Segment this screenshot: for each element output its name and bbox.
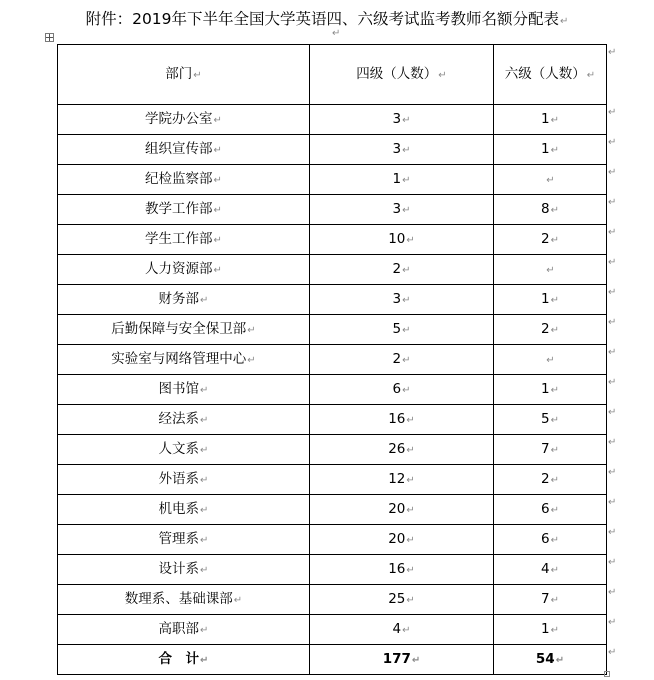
cell-cet4[interactable] <box>310 315 494 345</box>
cell-value-department: 设计系 <box>158 560 200 577</box>
cell-cet4[interactable] <box>310 135 494 165</box>
cell-end-mark-icon: ↵ <box>550 204 559 216</box>
cell-value-cet6: 1 <box>541 140 550 157</box>
cell-end-mark-icon: ↵ <box>406 534 415 546</box>
cell-value-cet4: 2 <box>392 350 402 367</box>
cell-department[interactable] <box>58 585 310 615</box>
cell-value-cet6: 2 <box>541 230 550 247</box>
cell-end-mark-icon: ↵ <box>200 294 209 306</box>
cell-cet6[interactable] <box>494 345 607 375</box>
cell-value-department: 管理系 <box>158 530 200 547</box>
cell-end-mark-icon: ↵ <box>438 69 447 81</box>
cell-end-mark-icon: ↵ <box>550 384 559 396</box>
cell-cet6[interactable] <box>494 195 607 225</box>
cell-department[interactable] <box>58 105 310 135</box>
cell-value-cet6: 1 <box>541 620 550 637</box>
cell-end-mark-icon: ↵ <box>402 264 411 276</box>
cell-value-cet4: 1 <box>392 170 402 187</box>
cell-cet6[interactable] <box>494 105 607 135</box>
table-row <box>58 225 607 255</box>
cell-end-mark-icon: ↵ <box>555 654 565 666</box>
cell-value-department: 学院办公室 <box>145 110 213 127</box>
cell-end-mark-icon: ↵ <box>200 384 209 396</box>
cell-cet4[interactable] <box>310 525 494 555</box>
total-cet4-value: 177 <box>382 650 411 667</box>
cell-total-cet6[interactable] <box>494 645 607 675</box>
cell-end-mark-icon: ↵ <box>193 69 202 81</box>
table-move-handle-icon[interactable] <box>45 33 54 42</box>
total-cet6-value: 54 <box>535 650 555 667</box>
table-row <box>58 345 607 375</box>
cell-end-mark-icon: ↵ <box>213 144 222 156</box>
cell-end-mark-icon: ↵ <box>213 114 222 126</box>
cell-cet6[interactable] <box>494 285 607 315</box>
cell-end-mark-icon: ↵ <box>406 594 415 606</box>
row-end-mark-icon: ↵ <box>608 346 617 358</box>
table-row <box>58 195 607 225</box>
cell-end-mark-icon: ↵ <box>402 354 411 366</box>
cell-total-cet4[interactable] <box>310 645 494 675</box>
cell-value-department: 组织宣传部 <box>145 140 213 157</box>
cell-value-cet6: 2 <box>541 470 550 487</box>
cell-value-department: 实验室与网络管理中心 <box>111 350 247 367</box>
cell-cet4[interactable] <box>310 345 494 375</box>
cell-end-mark-icon: ↵ <box>200 534 209 546</box>
cell-value-cet6: 7 <box>541 440 550 457</box>
cell-value-cet6: 1 <box>541 110 550 127</box>
cell-end-mark-icon: ↵ <box>550 504 559 516</box>
cell-end-mark-icon: ↵ <box>550 114 559 126</box>
row-end-mark-icon: ↵ <box>608 466 617 478</box>
cell-value-department: 经法系 <box>158 410 200 427</box>
cell-department[interactable] <box>58 615 310 645</box>
cell-value-department: 财务部 <box>158 290 200 307</box>
cell-cet6[interactable] <box>494 525 607 555</box>
header-label-cet6: 六级（人数） <box>504 65 586 82</box>
row-end-mark-icon: ↵ <box>608 166 617 178</box>
cell-end-mark-icon: ↵ <box>402 624 411 636</box>
cell-value-cet6: 5 <box>541 410 550 427</box>
cell-end-mark-icon: ↵ <box>200 444 209 456</box>
cell-value-cet4: 5 <box>392 320 402 337</box>
table-row <box>58 405 607 435</box>
cell-cet6[interactable] <box>494 465 607 495</box>
cell-end-mark-icon: ↵ <box>402 174 411 186</box>
row-end-mark-icon: ↵ <box>608 256 617 268</box>
cell-cet4[interactable] <box>310 495 494 525</box>
row-end-mark-icon: ↵ <box>608 106 617 118</box>
header-cell-cet4[interactable] <box>310 45 494 105</box>
cell-department[interactable] <box>58 255 310 285</box>
row-end-mark-icon: ↵ <box>608 496 617 508</box>
cell-end-mark-icon: ↵ <box>550 324 559 336</box>
cell-value-cet4: 16 <box>388 410 406 427</box>
header-label-cet4: 四级（人数） <box>356 65 438 82</box>
total-label-value: 合 计 <box>158 650 200 667</box>
cell-cet6[interactable] <box>494 225 607 255</box>
cell-end-mark-icon: ↵ <box>406 474 415 486</box>
cell-end-mark-icon: ↵ <box>200 624 209 636</box>
cell-department[interactable] <box>58 135 310 165</box>
header-cell-department[interactable] <box>58 45 310 105</box>
cell-department[interactable] <box>58 405 310 435</box>
cell-end-mark-icon: ↵ <box>233 594 243 606</box>
cell-end-mark-icon: ↵ <box>586 69 596 81</box>
cell-value-department: 学生工作部 <box>145 230 213 247</box>
cell-end-mark-icon: ↵ <box>546 174 555 186</box>
cell-end-mark-icon: ↵ <box>213 234 222 246</box>
cell-end-mark-icon: ↵ <box>200 654 209 666</box>
cell-cet4[interactable] <box>310 285 494 315</box>
cell-department[interactable] <box>58 375 310 405</box>
cell-value-cet4: 20 <box>388 530 406 547</box>
cell-end-mark-icon: ↵ <box>550 474 559 486</box>
cell-cet6[interactable] <box>494 165 607 195</box>
cell-cet6[interactable] <box>494 435 607 465</box>
cell-value-cet4: 10 <box>388 230 406 247</box>
cell-value-cet6: 4 <box>541 560 550 577</box>
cell-value-cet6: 1 <box>541 380 550 397</box>
cell-end-mark-icon: ↵ <box>550 624 559 636</box>
cell-end-mark-icon: ↵ <box>546 354 555 366</box>
cell-cet4[interactable] <box>310 225 494 255</box>
cell-end-mark-icon: ↵ <box>402 204 411 216</box>
document-title-text: 附件：2019年下半年全国大学英语四、六级考试监考教师名额分配表 <box>85 10 560 28</box>
document-title <box>0 8 654 33</box>
row-end-mark-icon: ↵ <box>608 646 617 658</box>
cell-value-cet6: 7 <box>541 590 550 607</box>
cell-value-department: 后勤保障与安全保卫部 <box>111 320 247 337</box>
cell-cet6[interactable] <box>494 405 607 435</box>
cell-cet4[interactable] <box>310 165 494 195</box>
cell-department[interactable] <box>58 315 310 345</box>
cell-end-mark-icon: ↵ <box>406 564 415 576</box>
cell-value-department: 高职部 <box>158 620 200 637</box>
row-end-mark-icon: ↵ <box>608 316 617 328</box>
table-row <box>58 525 607 555</box>
cell-end-mark-icon: ↵ <box>247 324 256 336</box>
table-row <box>58 555 607 585</box>
header-cell-cet6[interactable] <box>494 45 607 105</box>
cell-end-mark-icon: ↵ <box>200 414 209 426</box>
table-row <box>58 315 607 345</box>
allocation-table <box>57 44 607 675</box>
cell-value-cet6: 8 <box>541 200 550 217</box>
cell-end-mark-icon: ↵ <box>406 414 415 426</box>
cell-cet4[interactable] <box>310 405 494 435</box>
table-row <box>58 105 607 135</box>
cell-end-mark-icon: ↵ <box>200 564 209 576</box>
cell-value-department: 外语系 <box>158 470 200 487</box>
row-end-mark-icon: ↵ <box>608 436 617 448</box>
cell-department[interactable] <box>58 555 310 585</box>
cell-department[interactable] <box>58 465 310 495</box>
cell-end-mark-icon: ↵ <box>213 204 222 216</box>
table-resize-handle-icon[interactable] <box>604 671 610 677</box>
cell-end-mark-icon: ↵ <box>200 474 209 486</box>
cell-cet6[interactable] <box>494 495 607 525</box>
cell-end-mark-icon: ↵ <box>550 414 559 426</box>
cell-end-mark-icon: ↵ <box>402 384 411 396</box>
cell-cet4[interactable] <box>310 615 494 645</box>
row-end-mark-icon: ↵ <box>608 406 617 418</box>
cell-cet6[interactable] <box>494 555 607 585</box>
cell-cet6[interactable] <box>494 585 607 615</box>
cell-cet4[interactable] <box>310 375 494 405</box>
table-row <box>58 135 607 165</box>
row-end-mark-icon: ↵ <box>608 556 617 568</box>
row-end-mark-icon: ↵ <box>608 196 617 208</box>
paragraph-mark-icon: ↵ <box>332 28 341 39</box>
table-header-row <box>58 45 607 105</box>
row-end-mark-icon: ↵ <box>608 586 617 598</box>
table-row <box>58 615 607 645</box>
cell-end-mark-icon: ↵ <box>406 234 415 246</box>
cell-end-mark-icon: ↵ <box>406 444 415 456</box>
cell-department[interactable] <box>58 225 310 255</box>
cell-end-mark-icon: ↵ <box>550 444 559 456</box>
cell-end-mark-icon: ↵ <box>550 594 559 606</box>
cell-cet4[interactable] <box>310 465 494 495</box>
row-end-mark-icon: ↵ <box>608 226 617 238</box>
cell-end-mark-icon: ↵ <box>411 654 421 666</box>
cell-total-label[interactable] <box>58 645 310 675</box>
cell-end-mark-icon: ↵ <box>213 174 222 186</box>
cell-end-mark-icon: ↵ <box>550 294 559 306</box>
cell-department[interactable] <box>58 495 310 525</box>
cell-department[interactable] <box>58 285 310 315</box>
cell-value-cet4: 16 <box>388 560 406 577</box>
header-label-department: 部门 <box>165 65 193 82</box>
cell-value-cet4: 6 <box>392 380 402 397</box>
cell-value-cet4: 3 <box>392 200 402 217</box>
cell-cet6[interactable] <box>494 135 607 165</box>
cell-end-mark-icon: ↵ <box>402 294 411 306</box>
cell-cet4[interactable] <box>310 255 494 285</box>
cell-department[interactable] <box>58 165 310 195</box>
cell-cet4[interactable] <box>310 195 494 225</box>
cell-cet6[interactable] <box>494 315 607 345</box>
cell-end-mark-icon: ↵ <box>200 504 209 516</box>
cell-end-mark-icon: ↵ <box>406 504 415 516</box>
row-end-mark-icon: ↵ <box>608 616 617 628</box>
cell-value-cet6: 2 <box>541 320 550 337</box>
cell-end-mark-icon: ↵ <box>550 564 559 576</box>
row-end-mark-icon: ↵ <box>608 376 617 388</box>
cell-cet4[interactable] <box>310 585 494 615</box>
cell-cet4[interactable] <box>310 105 494 135</box>
table-row <box>58 375 607 405</box>
cell-value-cet6: 1 <box>541 290 550 307</box>
cell-cet6[interactable] <box>494 255 607 285</box>
table-row <box>58 435 607 465</box>
cell-end-mark-icon: ↵ <box>402 324 411 336</box>
paragraph-mark-icon: ↵ <box>560 16 569 27</box>
cell-value-department: 机电系 <box>158 500 200 517</box>
cell-value-cet6: 6 <box>541 530 550 547</box>
cell-value-cet6: 6 <box>541 500 550 517</box>
cell-value-department: 纪检监察部 <box>145 170 213 187</box>
cell-cet6[interactable] <box>494 375 607 405</box>
cell-department[interactable] <box>58 525 310 555</box>
cell-end-mark-icon: ↵ <box>550 534 559 546</box>
cell-value-cet4: 2 <box>392 260 402 277</box>
row-end-mark-icon: ↵ <box>608 136 617 148</box>
cell-cet6[interactable] <box>494 615 607 645</box>
table-row <box>58 465 607 495</box>
table-row <box>58 285 607 315</box>
cell-cet4[interactable] <box>310 435 494 465</box>
table-total-row <box>58 645 607 675</box>
cell-value-cet4: 3 <box>392 140 402 157</box>
cell-value-cet4: 4 <box>392 620 402 637</box>
cell-value-cet4: 3 <box>392 110 402 127</box>
cell-value-department: 教学工作部 <box>145 200 213 217</box>
cell-end-mark-icon: ↵ <box>402 114 411 126</box>
row-end-mark-icon: ↵ <box>608 46 617 58</box>
cell-value-department: 数理系、基础课部 <box>124 590 233 607</box>
cell-department[interactable] <box>58 195 310 225</box>
cell-end-mark-icon: ↵ <box>247 354 256 366</box>
cell-value-cet4: 12 <box>388 470 406 487</box>
cell-department[interactable] <box>58 345 310 375</box>
table-row <box>58 255 607 285</box>
cell-end-mark-icon: ↵ <box>213 264 222 276</box>
cell-value-cet4: 20 <box>388 500 406 517</box>
cell-end-mark-icon: ↵ <box>402 144 411 156</box>
cell-end-mark-icon: ↵ <box>550 234 559 246</box>
table-row <box>58 585 607 615</box>
row-end-mark-icon: ↵ <box>608 286 617 298</box>
cell-department[interactable] <box>58 435 310 465</box>
cell-value-department: 人文系 <box>158 440 200 457</box>
cell-value-cet4: 3 <box>392 290 402 307</box>
table-row <box>58 495 607 525</box>
cell-value-cet4: 26 <box>388 440 406 457</box>
cell-cet4[interactable] <box>310 555 494 585</box>
cell-value-department: 人力资源部 <box>145 260 213 277</box>
cell-end-mark-icon: ↵ <box>546 264 555 276</box>
cell-end-mark-icon: ↵ <box>550 144 559 156</box>
cell-value-department: 图书馆 <box>158 380 200 397</box>
row-end-mark-icon: ↵ <box>608 526 617 538</box>
table-row <box>58 165 607 195</box>
cell-value-cet4: 25 <box>388 590 406 607</box>
